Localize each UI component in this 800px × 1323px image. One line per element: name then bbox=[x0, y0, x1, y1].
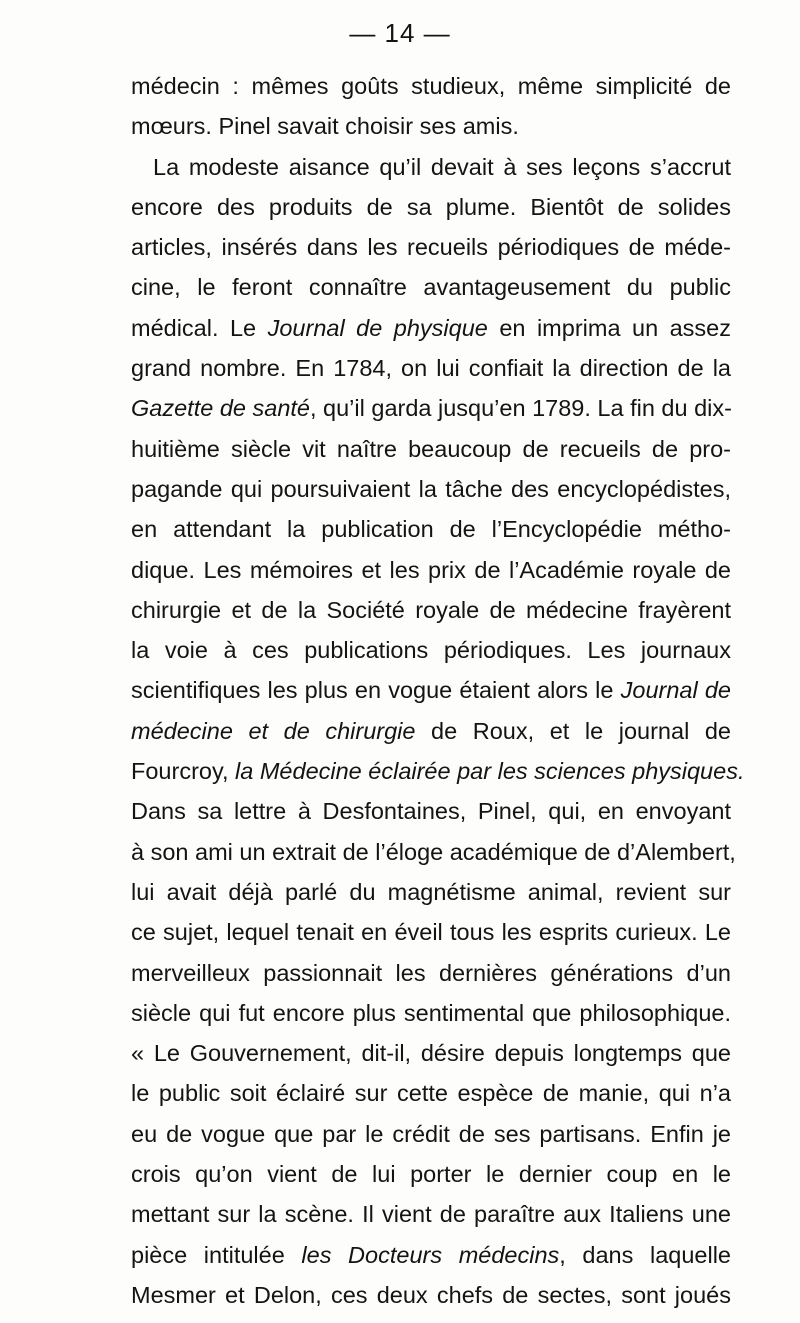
text-line-10: huitième siècle vit naître beaucoup de recueils de pro- bbox=[131, 435, 731, 462]
text-line-9 bbox=[131, 388, 731, 428]
text-line-23: merveilleux passionnait les dernières générations d’un bbox=[131, 959, 731, 986]
italic-title-gazette-de-sante: Gazette de santé bbox=[131, 395, 310, 422]
text-line-29: mettant sur la scène. Il vient de paraître aux Italiens une bbox=[131, 1201, 731, 1228]
text-segment: , qu’il garda jusqu’en 1789. La fin du dix- bbox=[309, 395, 732, 422]
text-line-8: grand nombre. En 1784, on lui confiait la direction de la bbox=[131, 355, 731, 382]
text-line-1: médecin : mêmes goûts studieux, même simplicité de bbox=[131, 73, 731, 99]
body-text bbox=[131, 66, 745, 1315]
text-line-20: à son ami un extrait de l’éloge académique de d’Alembert, bbox=[131, 838, 736, 865]
text-line-4: encore des produits de sa plume. Bientôt de solides bbox=[131, 193, 731, 220]
text-line-30 bbox=[131, 1235, 731, 1275]
text-segment: pièce intitulée bbox=[131, 1241, 302, 1268]
text-line-7 bbox=[131, 308, 731, 348]
text-line-25: « Le Gouvernement, dit-il, désire depuis longtemps que bbox=[131, 1040, 731, 1067]
italic-title-journal-de-medecine: Journal de bbox=[620, 677, 732, 704]
text-line-17 bbox=[131, 711, 731, 751]
text-line-26: le public soit éclairé sur cette espèce de manie, qui n’a bbox=[131, 1080, 731, 1107]
text-line-15: la voie à ces publications périodiques. Les journaux bbox=[131, 637, 731, 664]
text-line-5: articles, insérés dans les recueils périodiques de méde- bbox=[131, 234, 731, 261]
text-line-31: Mesmer et Delon, ces deux chefs de sectes, sont joués bbox=[131, 1281, 731, 1308]
text-line-6: cine, le feront connaître avantageusement du public bbox=[131, 274, 731, 301]
italic-title-medecine-eclairee: la Médecine éclairée par les sciences physiques. bbox=[235, 758, 745, 785]
page-number: — 14 — bbox=[349, 18, 451, 48]
text-line-19: Dans sa lettre à Desfontaines, Pinel, qui, en envoyant bbox=[131, 798, 731, 825]
text-line-18 bbox=[131, 751, 745, 791]
text-line-27: eu de vogue que par le crédit de ses partisans. Enfin je bbox=[131, 1120, 731, 1147]
italic-title-journal-de-physique: Journal de physique bbox=[267, 314, 488, 341]
text-segment: en imprima un assez bbox=[487, 314, 732, 341]
text-line-16 bbox=[131, 670, 731, 710]
text-segment: , dans laquelle bbox=[559, 1241, 731, 1268]
text-line-22: ce sujet, lequel tenait en éveil tous les esprits curieux. Le bbox=[131, 919, 731, 946]
italic-title-les-docteurs-medecins: les Docteurs médecins bbox=[301, 1241, 560, 1268]
text-line-2: mœurs. Pinel savait choisir ses amis. bbox=[131, 113, 519, 140]
text-line-28: crois qu’on vient de lui porter le dernier coup en le bbox=[131, 1161, 731, 1188]
text-segment: de Roux, et le journal de bbox=[415, 717, 731, 744]
text-line-3 bbox=[131, 147, 731, 187]
text-segment: médical. Le bbox=[131, 314, 268, 341]
text-segment: Fourcroy, bbox=[131, 758, 236, 785]
text-line-14: chirurgie et de la Société royale de médecine frayèrent bbox=[131, 596, 731, 623]
text-line-24: siècle qui fut encore plus sentimental que philosophique. bbox=[131, 999, 731, 1026]
text-line-21: lui avait déjà parlé du magnétisme animal, revient sur bbox=[131, 878, 731, 905]
paragraph-start: La modeste aisance qu’il devait à ses leçons s’accrut bbox=[153, 153, 731, 180]
italic-title-medecine-et-chirurgie: médecine et de chirurgie bbox=[131, 717, 416, 744]
text-segment: scientifiques les plus en vogue étaient alors le bbox=[131, 677, 621, 704]
text-line-11: pagande qui poursuivaient la tâche des encyclopédistes, bbox=[131, 475, 731, 502]
text-line-12: en attendant la publication de l’Encyclopédie métho- bbox=[131, 516, 731, 543]
text-line-13: dique. Les mémoires et les prix de l’Académie royale de bbox=[131, 556, 731, 583]
